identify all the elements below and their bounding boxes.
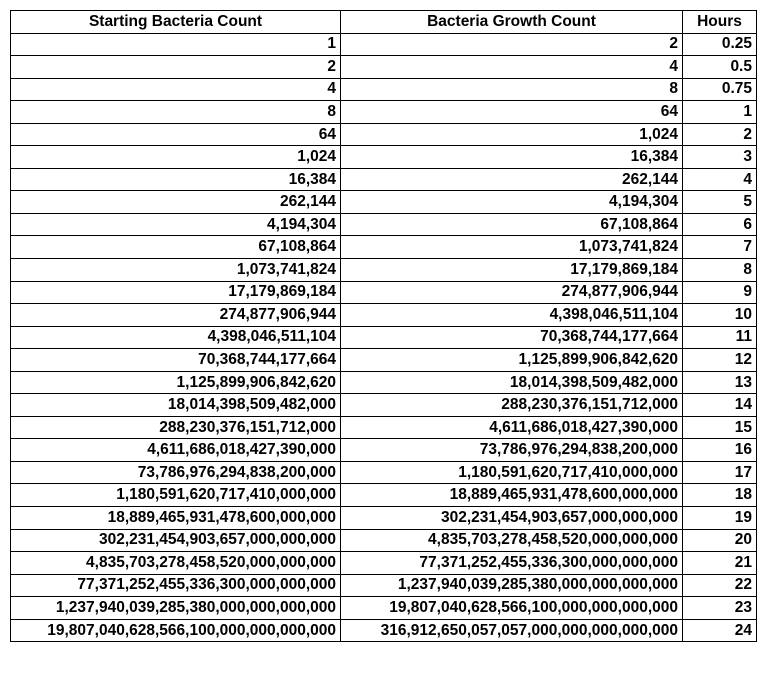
hours-cell: 0.5 <box>683 56 757 79</box>
header-hours: Hours <box>683 11 757 34</box>
growth-count-cell: 4,835,703,278,458,520,000,000,000 <box>341 529 683 552</box>
starting-count-cell: 8 <box>11 101 341 124</box>
table-row <box>11 146 757 169</box>
table-row <box>11 281 757 304</box>
hours-cell: 14 <box>683 394 757 417</box>
hours-cell: 24 <box>683 619 757 642</box>
hours-cell: 17 <box>683 461 757 484</box>
starting-count-cell: 18,014,398,509,482,000 <box>11 394 341 417</box>
table-row <box>11 597 757 620</box>
growth-count-cell: 16,384 <box>341 146 683 169</box>
starting-count-cell: 77,371,252,455,336,300,000,000,000 <box>11 574 341 597</box>
growth-count-cell: 73,786,976,294,838,200,000 <box>341 439 683 462</box>
hours-cell: 23 <box>683 597 757 620</box>
table-row <box>11 619 757 642</box>
hours-cell: 19 <box>683 507 757 530</box>
growth-count-cell: 1,125,899,906,842,620 <box>341 349 683 372</box>
growth-count-cell: 302,231,454,903,657,000,000,000 <box>341 507 683 530</box>
growth-count-cell: 4,194,304 <box>341 191 683 214</box>
growth-count-cell: 316,912,650,057,057,000,000,000,000,000 <box>341 619 683 642</box>
starting-count-cell: 1,024 <box>11 146 341 169</box>
hours-cell: 15 <box>683 416 757 439</box>
table-row <box>11 439 757 462</box>
hours-cell: 9 <box>683 281 757 304</box>
starting-count-cell: 4 <box>11 78 341 101</box>
hours-cell: 0.75 <box>683 78 757 101</box>
growth-count-cell: 64 <box>341 101 683 124</box>
table-row <box>11 552 757 575</box>
starting-count-cell: 1,073,741,824 <box>11 259 341 282</box>
starting-count-cell: 274,877,906,944 <box>11 304 341 327</box>
starting-count-cell: 262,144 <box>11 191 341 214</box>
table-row <box>11 416 757 439</box>
growth-count-cell: 2 <box>341 33 683 56</box>
hours-cell: 22 <box>683 574 757 597</box>
table-row <box>11 78 757 101</box>
starting-count-cell: 2 <box>11 56 341 79</box>
hours-cell: 21 <box>683 552 757 575</box>
hours-cell: 6 <box>683 213 757 236</box>
growth-count-cell: 18,889,465,931,478,600,000,000 <box>341 484 683 507</box>
growth-count-cell: 19,807,040,628,566,100,000,000,000,000 <box>341 597 683 620</box>
growth-count-cell: 4,611,686,018,427,390,000 <box>341 416 683 439</box>
hours-cell: 7 <box>683 236 757 259</box>
table-row <box>11 574 757 597</box>
growth-count-cell: 18,014,398,509,482,000 <box>341 371 683 394</box>
hours-cell: 3 <box>683 146 757 169</box>
starting-count-cell: 67,108,864 <box>11 236 341 259</box>
growth-count-cell: 17,179,869,184 <box>341 259 683 282</box>
table-row <box>11 507 757 530</box>
table-row <box>11 101 757 124</box>
table-row <box>11 304 757 327</box>
growth-count-cell: 288,230,376,151,712,000 <box>341 394 683 417</box>
growth-count-cell: 77,371,252,455,336,300,000,000,000 <box>341 552 683 575</box>
starting-count-cell: 4,835,703,278,458,520,000,000,000 <box>11 552 341 575</box>
growth-count-cell: 274,877,906,944 <box>341 281 683 304</box>
table-row <box>11 484 757 507</box>
table-row <box>11 33 757 56</box>
table-body <box>11 33 757 642</box>
table-row <box>11 529 757 552</box>
starting-count-cell: 64 <box>11 123 341 146</box>
table-row <box>11 461 757 484</box>
table-row <box>11 394 757 417</box>
starting-count-cell: 4,398,046,511,104 <box>11 326 341 349</box>
bacteria-growth-table <box>10 10 757 642</box>
hours-cell: 5 <box>683 191 757 214</box>
table-row <box>11 213 757 236</box>
starting-count-cell: 1,125,899,906,842,620 <box>11 371 341 394</box>
hours-cell: 10 <box>683 304 757 327</box>
growth-count-cell: 4,398,046,511,104 <box>341 304 683 327</box>
table-row <box>11 326 757 349</box>
starting-count-cell: 4,611,686,018,427,390,000 <box>11 439 341 462</box>
table-row <box>11 349 757 372</box>
header-growth-count: Bacteria Growth Count <box>341 11 683 34</box>
table-row <box>11 168 757 191</box>
hours-cell: 12 <box>683 349 757 372</box>
table-header <box>11 11 757 34</box>
starting-count-cell: 17,179,869,184 <box>11 281 341 304</box>
hours-cell: 13 <box>683 371 757 394</box>
hours-cell: 2 <box>683 123 757 146</box>
table-row <box>11 259 757 282</box>
growth-count-cell: 1,180,591,620,717,410,000,000 <box>341 461 683 484</box>
table-row <box>11 191 757 214</box>
starting-count-cell: 4,194,304 <box>11 213 341 236</box>
starting-count-cell: 18,889,465,931,478,600,000,000 <box>11 507 341 530</box>
starting-count-cell: 288,230,376,151,712,000 <box>11 416 341 439</box>
hours-cell: 20 <box>683 529 757 552</box>
growth-count-cell: 262,144 <box>341 168 683 191</box>
starting-count-cell: 302,231,454,903,657,000,000,000 <box>11 529 341 552</box>
starting-count-cell: 1 <box>11 33 341 56</box>
hours-cell: 18 <box>683 484 757 507</box>
table-row <box>11 123 757 146</box>
hours-cell: 11 <box>683 326 757 349</box>
header-row <box>11 11 757 34</box>
starting-count-cell: 1,237,940,039,285,380,000,000,000,000 <box>11 597 341 620</box>
hours-cell: 4 <box>683 168 757 191</box>
table-row <box>11 371 757 394</box>
growth-count-cell: 4 <box>341 56 683 79</box>
starting-count-cell: 19,807,040,628,566,100,000,000,000,000 <box>11 619 341 642</box>
growth-count-cell: 1,024 <box>341 123 683 146</box>
table-row <box>11 236 757 259</box>
growth-count-cell: 67,108,864 <box>341 213 683 236</box>
hours-cell: 8 <box>683 259 757 282</box>
starting-count-cell: 73,786,976,294,838,200,000 <box>11 461 341 484</box>
hours-cell: 1 <box>683 101 757 124</box>
header-starting-count: Starting Bacteria Count <box>11 11 341 34</box>
hours-cell: 0.25 <box>683 33 757 56</box>
growth-count-cell: 8 <box>341 78 683 101</box>
growth-count-cell: 70,368,744,177,664 <box>341 326 683 349</box>
hours-cell: 16 <box>683 439 757 462</box>
starting-count-cell: 16,384 <box>11 168 341 191</box>
growth-count-cell: 1,073,741,824 <box>341 236 683 259</box>
starting-count-cell: 1,180,591,620,717,410,000,000 <box>11 484 341 507</box>
growth-count-cell: 1,237,940,039,285,380,000,000,000,000 <box>341 574 683 597</box>
starting-count-cell: 70,368,744,177,664 <box>11 349 341 372</box>
table-row <box>11 56 757 79</box>
